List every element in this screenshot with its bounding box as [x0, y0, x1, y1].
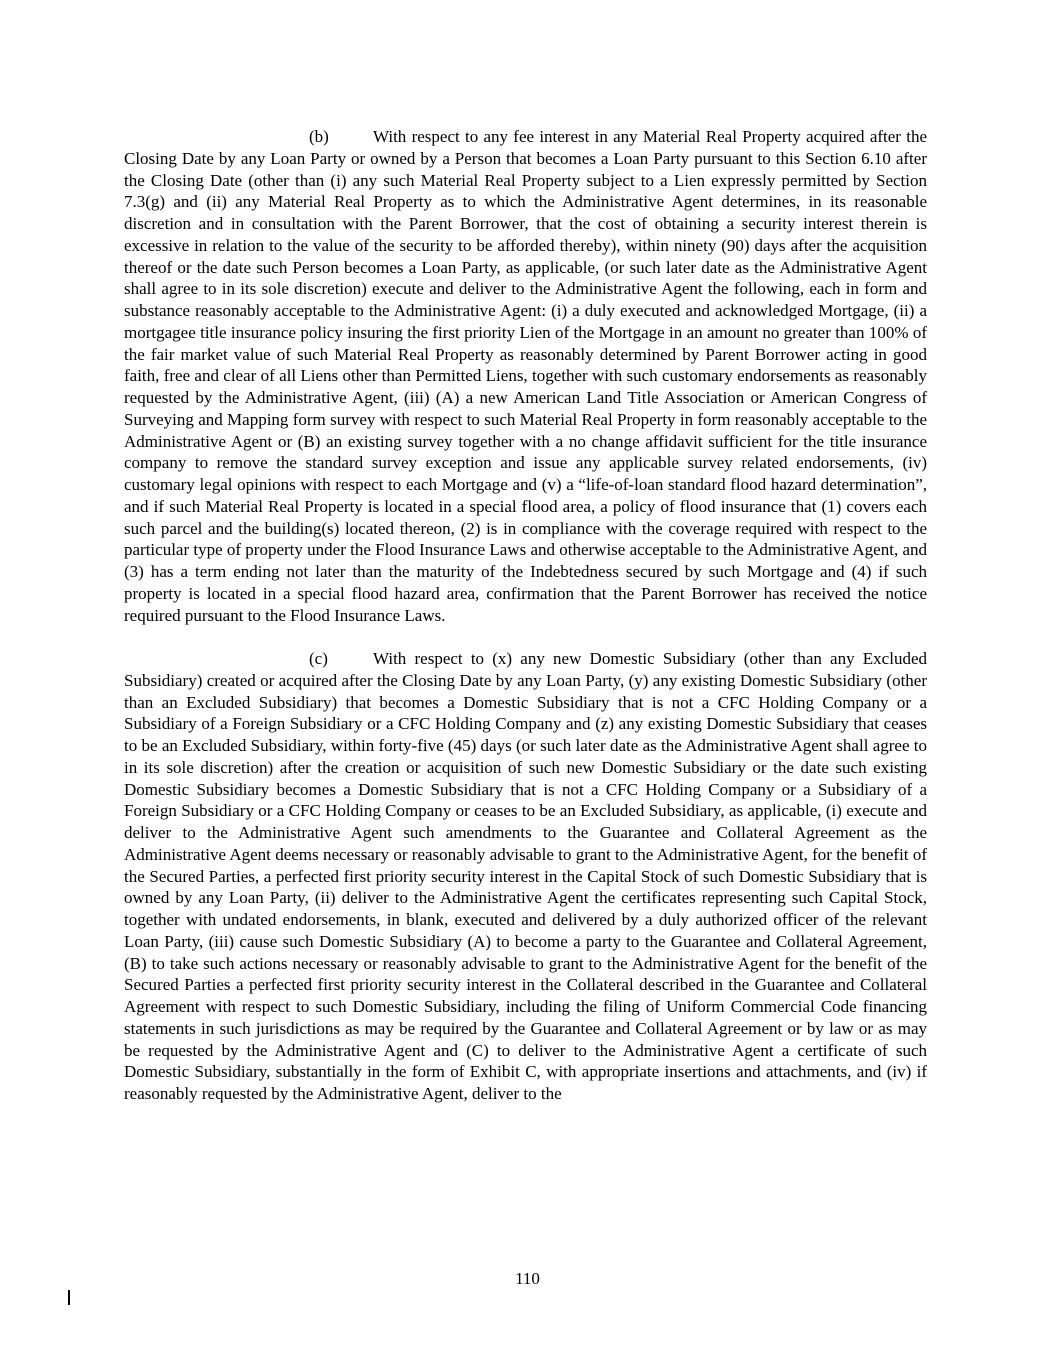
paragraph-b-label: (b)	[309, 127, 329, 146]
paragraph-c-text: With respect to (x) any new Domestic Subsidiary (other than any Excluded Subsidiary) created or acquired after the Closing Date by any Loan Party, (y) any existing Domestic Subsidiary (other than an Excluded Subsidiary) that becomes a Domestic Subsidiary that is not a CFC Holding Company or a Subsidiary of a Foreign Subsidiary or a CFC Holding Company and (z) any existing Domestic Subsidiary that ceases to be an Excluded Subsidiary, within forty-five (45) days (or such later date as the Administrative Agent shall agree to in its sole discretion) after the creation or acquisition of such new Domestic Subsidiary or the date such existing Domestic Subsidiary becomes a Domestic Subsidiary that is not a CFC Holding Company or a Subsidiary of a Foreign Subsidiary or a CFC Holding Company or ceases to be an Excluded Subsidiary, as applicable, (i) execute and deliver to the Administrative Agent such amendments to the Guarantee and Collateral Agreement as the Administrative Agent deems necessary or reasonably advisable to grant to the Administrative Agent, for the benefit of the Secured Parties, a perfected first priority security interest in the Capital Stock of such Domestic Subsidiary that is owned by any Loan Party, (ii) deliver to the Administrative Agent the certificates representing such Capital Stock, together with undated endorsements, in blank, executed and delivered by a duly authorized officer of the relevant Loan Party, (iii) cause such Domestic Subsidiary (A) to become a party to the Guarantee and Collateral Agreement, (B) to take such actions necessary or reasonably advisable to grant to the Administrative Agent for the benefit of the Secured Parties a perfected first priority security interest in the Collateral described in the Guarantee and Collateral Agreement with respect to such Domestic Subsidiary, including the filing of Uniform Commercial Code financing statements in such jurisdictions as may be required by the Guarantee and Collateral Agreement or by law or as may be requested by the Administrative Agent and (C) to deliver to the Administrative Agent a certificate of such Domestic Subsidiary, substantially in the form of Exhibit C, with appropriate insertions and attachments, and (iv) if reasonably requested by the Administrative Agent, deliver to the	[124, 649, 927, 1103]
paragraph-c-label: (c)	[309, 649, 328, 668]
document-body	[124, 126, 927, 1105]
paragraph-c	[124, 648, 927, 1105]
paragraph-b	[124, 126, 927, 626]
page-number: 110	[515, 1269, 540, 1288]
change-bar	[68, 1290, 70, 1305]
paragraph-b-text: With respect to any fee interest in any Material Real Property acquired after the Closing Date by any Loan Party or owned by a Person that becomes a Loan Party pursuant to this Section 6.10 after the Closing Date (other than (i) any such Material Real Property subject to a Lien expressly permitted by Section 7.3(g) and (ii) any Material Real Property as to which the Administrative Agent determines, in its reasonable discretion and in consultation with the Parent Borrower, that the cost of obtaining a security interest therein is excessive in relation to the value of the security to be afforded thereby), within ninety (90) days after the acquisition thereof or the date such Person becomes a Loan Party, as applicable, (or such later date as the Administrative Agent shall agree to in its sole discretion) execute and deliver to the Administrative Agent the following, each in form and substance reasonably acceptable to the Administrative Agent: (i) a duly executed and acknowledged Mortgage, (ii) a mortgagee title insurance policy insuring the first priority Lien of the Mortgage in an amount no greater than 100% of the fair market value of such Material Real Property as reasonably determined by Parent Borrower acting in good faith, free and clear of all Liens other than Permitted Liens, together with such customary endorsements as reasonably requested by the Administrative Agent, (iii) (A) a new American Land Title Association or American Congress of Surveying and Mapping form survey with respect to such Material Real Property in form reasonably acceptable to the Administrative Agent or (B) an existing survey together with a no change affidavit sufficient for the title insurance company to remove the standard survey exception and issue any applicable survey related endorsements, (iv) customary legal opinions with respect to each Mortgage and (v) a “life-of-loan standard flood hazard determination”, and if such Material Real Property is located in a special flood area, a policy of flood insurance that (1) covers each such parcel and the building(s) located thereon, (2) is in compliance with the coverage required with respect to the particular type of property under the Flood Insurance Laws and otherwise acceptable to the Administrative Agent, and (3) has a term ending not later than the maturity of the Indebtedness secured by such Mortgage and (4) if such property is located in a special flood hazard area, confirmation that the Parent Borrower has received the notice required pursuant to the Flood Insurance Laws.	[124, 127, 927, 625]
